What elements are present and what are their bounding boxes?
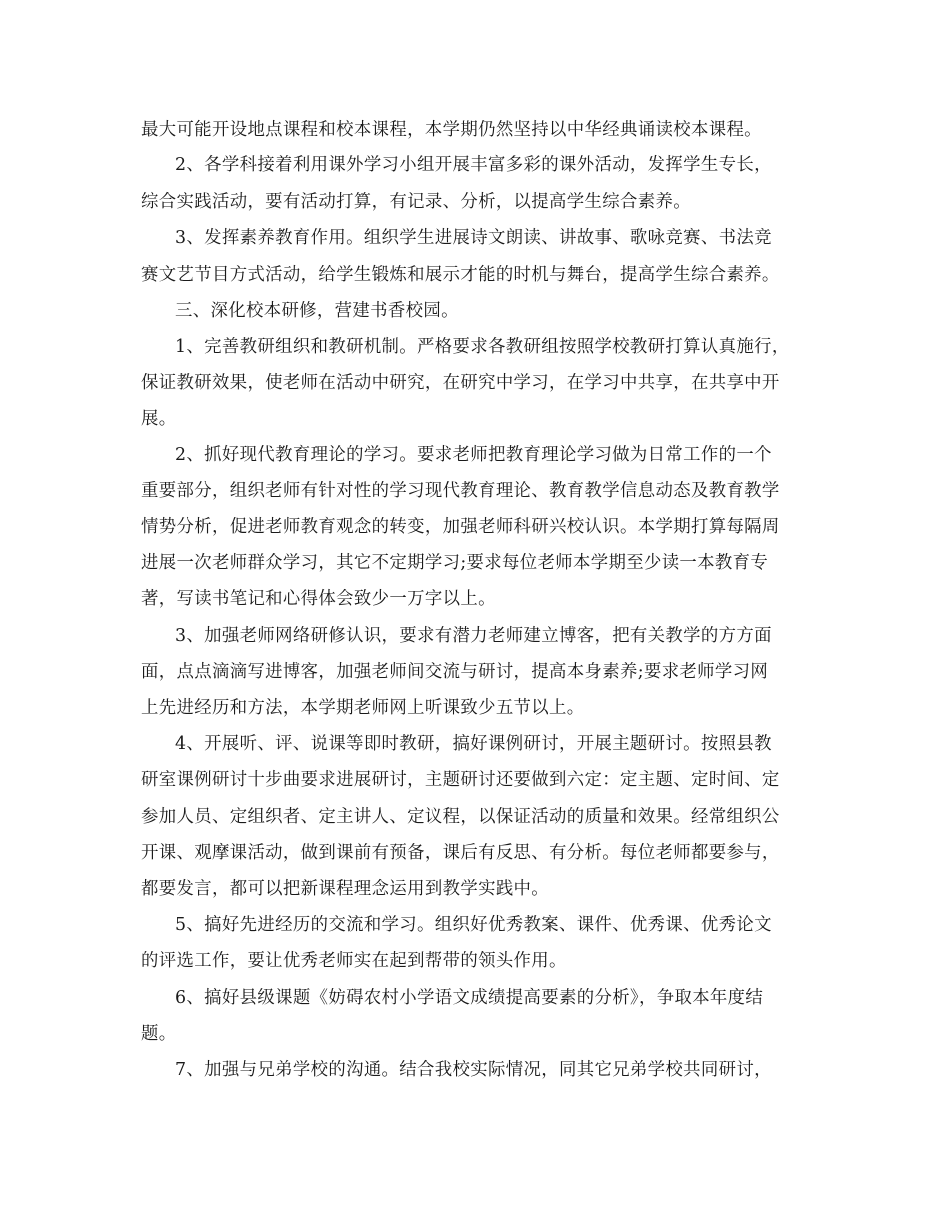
text-line: 研室课例研讨十步曲要求进展研讨，主题研讨还要做到六定：定主题、定时间、定 <box>141 770 780 790</box>
text-line: 5、搞好先进经历的交流和学习。组织好优秀教案、课件、优秀课、优秀论文 <box>175 915 772 935</box>
text-line: 1、完善教研组织和教研机制。严格要求各教研组按照学校教研打算认真施行， <box>175 337 790 357</box>
text-line: 2、各学科接着利用课外学习小组开展丰富多彩的课外活动，发挥学生专长， <box>175 155 772 175</box>
text-line: 情势分析，促进老师教育观念的转变，加强老师科研兴校认识。本学期打算每隔周 <box>141 517 780 537</box>
text-line: 重要部分，组织老师有针对性的学习现代教育理论、教育教学信息动态及教育教学 <box>141 481 780 501</box>
text-line: 展。 <box>141 409 177 429</box>
text-line: 题。 <box>141 1024 177 1044</box>
text-line: 三、深化校本研修，营建书香校园。 <box>175 301 459 321</box>
text-line: 参加人员、定组织者、定主讲人、定议程，以保证活动的质量和效果。经常组织公 <box>141 807 780 827</box>
text-line: 都要发言，都可以把新课程理念运用到教学实践中。 <box>141 879 550 899</box>
text-line: 最大可能开设地点课程和校本课程，本学期仍然坚持以中华经典诵读校本课程。 <box>141 120 762 140</box>
text-line: 4、开展听、评、说课等即时教研，搞好课例研讨，开展主题研讨。按照县教 <box>175 734 772 754</box>
text-line: 上先进经历和方法，本学期老师网上听课致少五节以上。 <box>141 698 585 718</box>
text-line: 著，写读书笔记和心得体会致少一万字以上。 <box>141 589 496 609</box>
text-line: 6、搞好县级课题《妨碍农村小学语文成绩提高要素的分析》，争取本年度结 <box>175 988 764 1008</box>
text-line: 的评选工作，要让优秀老师实在起到帮带的领头作用。 <box>141 951 567 971</box>
text-line: 进展一次老师群众学习，其它不定期学习;要求每位老师本学期至少读一本教育专 <box>141 553 769 573</box>
text-line: 3、加强老师网络研修认识，要求有潜力老师建立博客，把有关教学的方方面 <box>175 626 772 646</box>
text-line: 开课、观摩课活动，做到课前有预备，课后有反思、有分析。每位老师都要参与， <box>141 843 780 863</box>
text-line: 2、抓好现代教育理论的学习。要求老师把教育理论学习做为日常工作的一个 <box>175 445 772 465</box>
text-line: 面，点点滴滴写进博客，加强老师间交流与研讨，提高本身素养;要求老师学习网 <box>141 662 769 682</box>
text-line: 综合实践活动，要有活动打算，有记录、分析，以提高学生综合素养。 <box>141 192 691 212</box>
text-line: 保证教研效果，使老师在活动中研究，在研究中学习，在学习中共享，在共享中开 <box>141 373 780 393</box>
text-line: 3、发挥素养教育作用。组织学生进展诗文朗读、讲故事、歌咏竞赛、书法竞 <box>175 228 772 248</box>
text-line: 7、加强与兄弟学校的沟通。结合我校实际情况，同其它兄弟学校共同研讨， <box>175 1060 772 1080</box>
text-line: 赛文艺节目方式活动，给学生锻炼和展示才能的时机与舞台，提高学生综合素养。 <box>141 265 780 285</box>
